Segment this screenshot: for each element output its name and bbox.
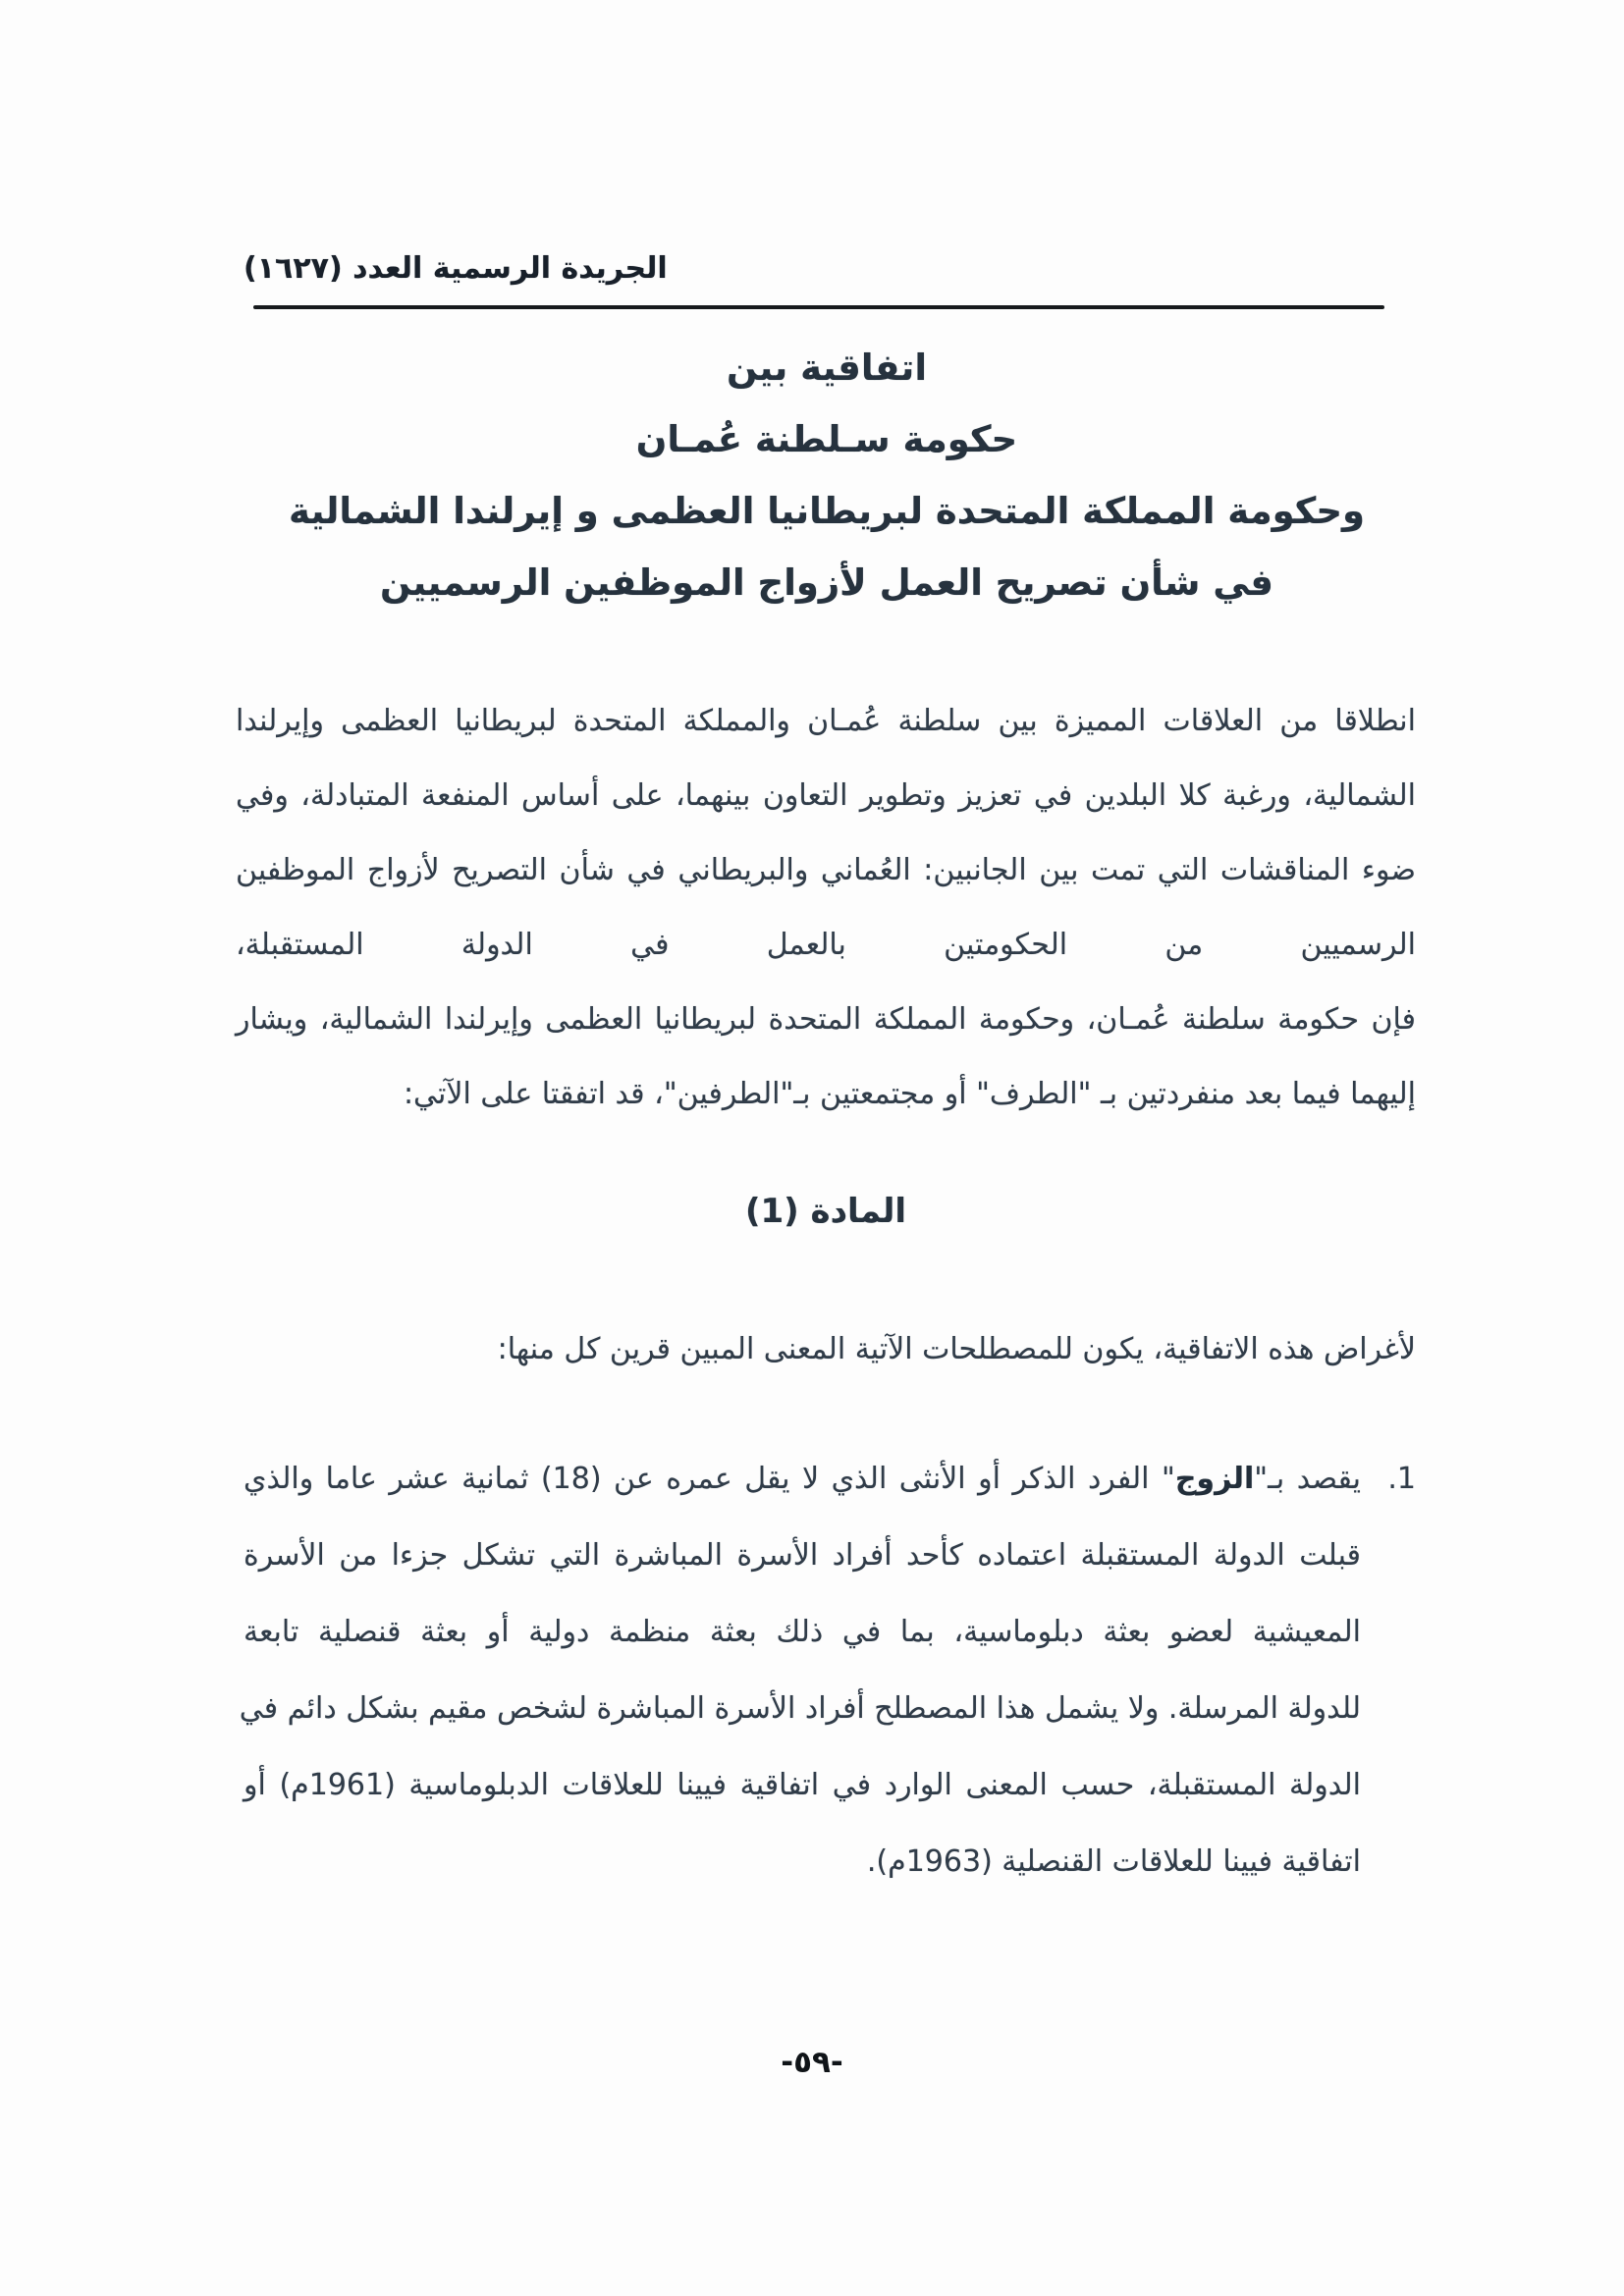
page-number: -٥٩-	[781, 2045, 843, 2080]
agreement-title-block	[236, 332, 1418, 618]
preamble-line: انطلاقا من العلاقات المميزة بين سلطنة عُمـان والمملكة المتحدة لبريطانيا العظمى وإيرلندا	[236, 704, 1416, 738]
preamble-line: ضوء المناقشات التي تمت بين الجانبين: العُماني والبريطاني في شأن التصريح لأزواج الموظفين	[236, 853, 1416, 887]
preamble-line: الرسميين من الحكومتين بالعمل في الدولة المستقبلة،	[236, 928, 1416, 962]
preamble-line: فإن حكومة سلطنة عُمـان، وحكومة المملكة المتحدة لبريطانيا العظمى وإيرلندا الشمالية، ويشار	[236, 1002, 1416, 1037]
title-line-government-of-uk: وحكومة المملكة المتحدة لبريطانيا العظمى و إيرلندا الشمالية	[289, 490, 1365, 532]
item-line: اتفاقية فيينا للعلاقات القنصلية (1963م).	[866, 1844, 1361, 1879]
defined-term-spouse: الزوج	[1174, 1462, 1255, 1496]
title-line-subject: في شأن تصريح العمل لأزواج الموظفين الرسميين	[380, 561, 1273, 604]
gazette-masthead: الجريدة الرسمية العدد (١٦٢٧)	[244, 251, 668, 286]
preamble-paragraph	[236, 684, 1416, 1132]
preamble-line: الشمالية، ورغبة كلا البلدين في تعزيز وتطوير التعاون بينهما، على أساس المنفعة المتبادلة، وفي	[236, 778, 1416, 813]
item-line	[244, 1441, 1361, 1518]
definition-item-spouse	[239, 1441, 1416, 1900]
preamble-line: إليهما فيما بعد منفردتين بـ "الطرف" أو مجتمعتين بـ"الطرفين"، قد اتفقتا على الآتي:	[403, 1077, 1416, 1111]
article-1-heading: المادة (1)	[744, 1192, 907, 1231]
item-line: الدولة المستقبلة، حسب المعنى الوارد في اتفاقية فيينا للعلاقات الدبلوماسية (1961م) أو	[244, 1768, 1361, 1802]
item-line1-suffix: " الفرد الذكر أو الأنثى الذي لا يقل عمره عن (18) ثمانية عشر عاما والذي	[244, 1462, 1175, 1496]
item-line: قبلت الدولة المستقبلة اعتماده كأحد أفراد الأسرة المباشرة التي تشكل جزءا من الأسرة	[244, 1538, 1361, 1573]
item-line1-prefix: يقصد بـ"	[1254, 1462, 1362, 1496]
item-line: المعيشية لعضو بعثة دبلوماسية، بما في ذلك بعثة منظمة دولية أو بعثة قنصلية تابعة	[244, 1615, 1361, 1649]
item-text-column	[239, 1441, 1362, 1900]
article-1-intro: لأغراض هذه الاتفاقية، يكون للمصطلحات الآتية المعنى المبين قرين كل منها:	[497, 1332, 1416, 1366]
title-line-agreement-between: اتفاقية بين	[726, 347, 928, 389]
item-number: 1.	[1387, 1462, 1416, 1496]
item-line: للدولة المرسلة. ولا يشمل هذا المصطلح أفراد الأسرة المباشرة لشخص مقيم بشكل دائم في	[239, 1691, 1361, 1726]
header-divider-rule	[253, 305, 1384, 309]
title-line-government-of-oman: حكومة سـلطنة عُمـان	[635, 418, 1018, 460]
